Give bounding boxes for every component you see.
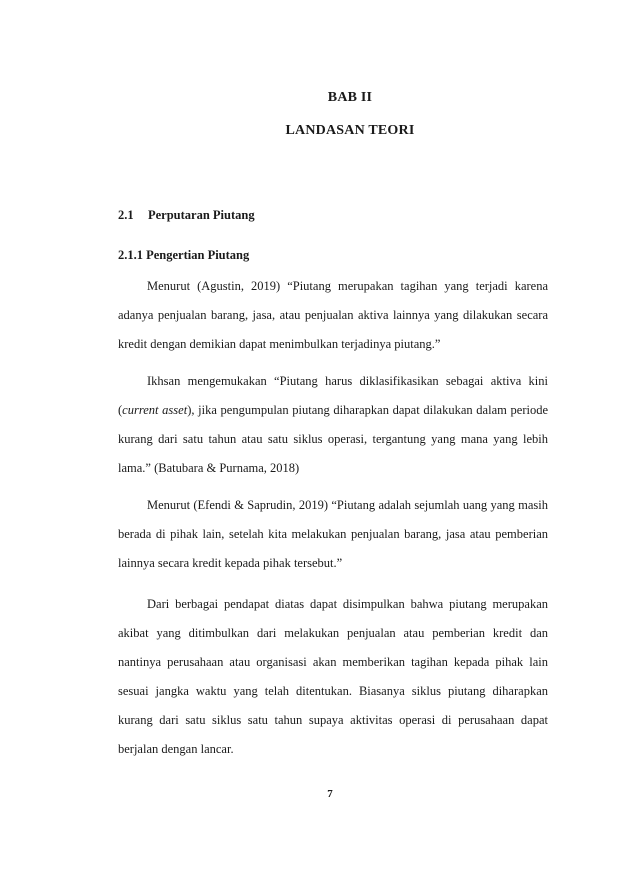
paragraph-agustin: Menurut (Agustin, 2019) “Piutang merupakan tagihan yang terjadi karena adanya penjualan barang, jasa, atau penjualan aktiva lainnya yang dilakukan secara kredit dengan demikian dapat menimbulkan terjadinya piutang.” (118, 279, 548, 351)
subsection-number: 2.1.1 (118, 248, 143, 262)
section-number: 2.1 (118, 208, 134, 222)
chapter-title: LANDASAN TEORI (285, 123, 415, 138)
subsection-heading (118, 248, 249, 263)
page-number: 7 (327, 788, 333, 800)
subsection-title: Pengertian Piutang (146, 248, 250, 262)
paragraph-conclusion: Dari berbagai pendapat diatas dapat disimpulkan bahwa piutang merupakan akibat yang ditimbulkan dari melakukan penjualan atau pemberian kredit dan nantinya perusahaan atau organisasi akan memberikan tagihan kepada pihak lain sesuai jangka waktu yang telah ditentukan. Biasanya siklus piutang diharapkan kurang dari satu siklus satu tahun supaya aktivitas operasi di perusahaan dapat berjalan dengan lancar. (118, 597, 548, 756)
section-heading (118, 208, 255, 223)
paragraph-ikhsan-text-end: ), jika pengumpulan piutang diharapkan dapat dilakukan dalam periode kurang dari satu tahun atau satu siklus operasi, tergantung yang mana yang lebih lama.” (Batubara & Purnama, 2018) (118, 403, 549, 475)
section-title: Perputaran Piutang (148, 208, 255, 222)
paragraph-ikhsan (118, 367, 548, 483)
chapter-number: BAB II (327, 90, 373, 105)
paragraph-efendi: Menurut (Efendi & Saprudin, 2019) “Piutang adalah sejumlah uang yang masih berada di pihak lain, setelah kita melakukan penjualan barang, jasa atau pemberian lainnya secara kredit kepada pihak tersebut.” (118, 498, 548, 570)
paragraph-ikhsan-italic-term: current asset (122, 403, 188, 417)
paragraph-ikhsan-text-start: Ikhsan mengemukakan “Piutang harus diklasifikasikan sebagai aktiva kini ( (118, 374, 548, 417)
